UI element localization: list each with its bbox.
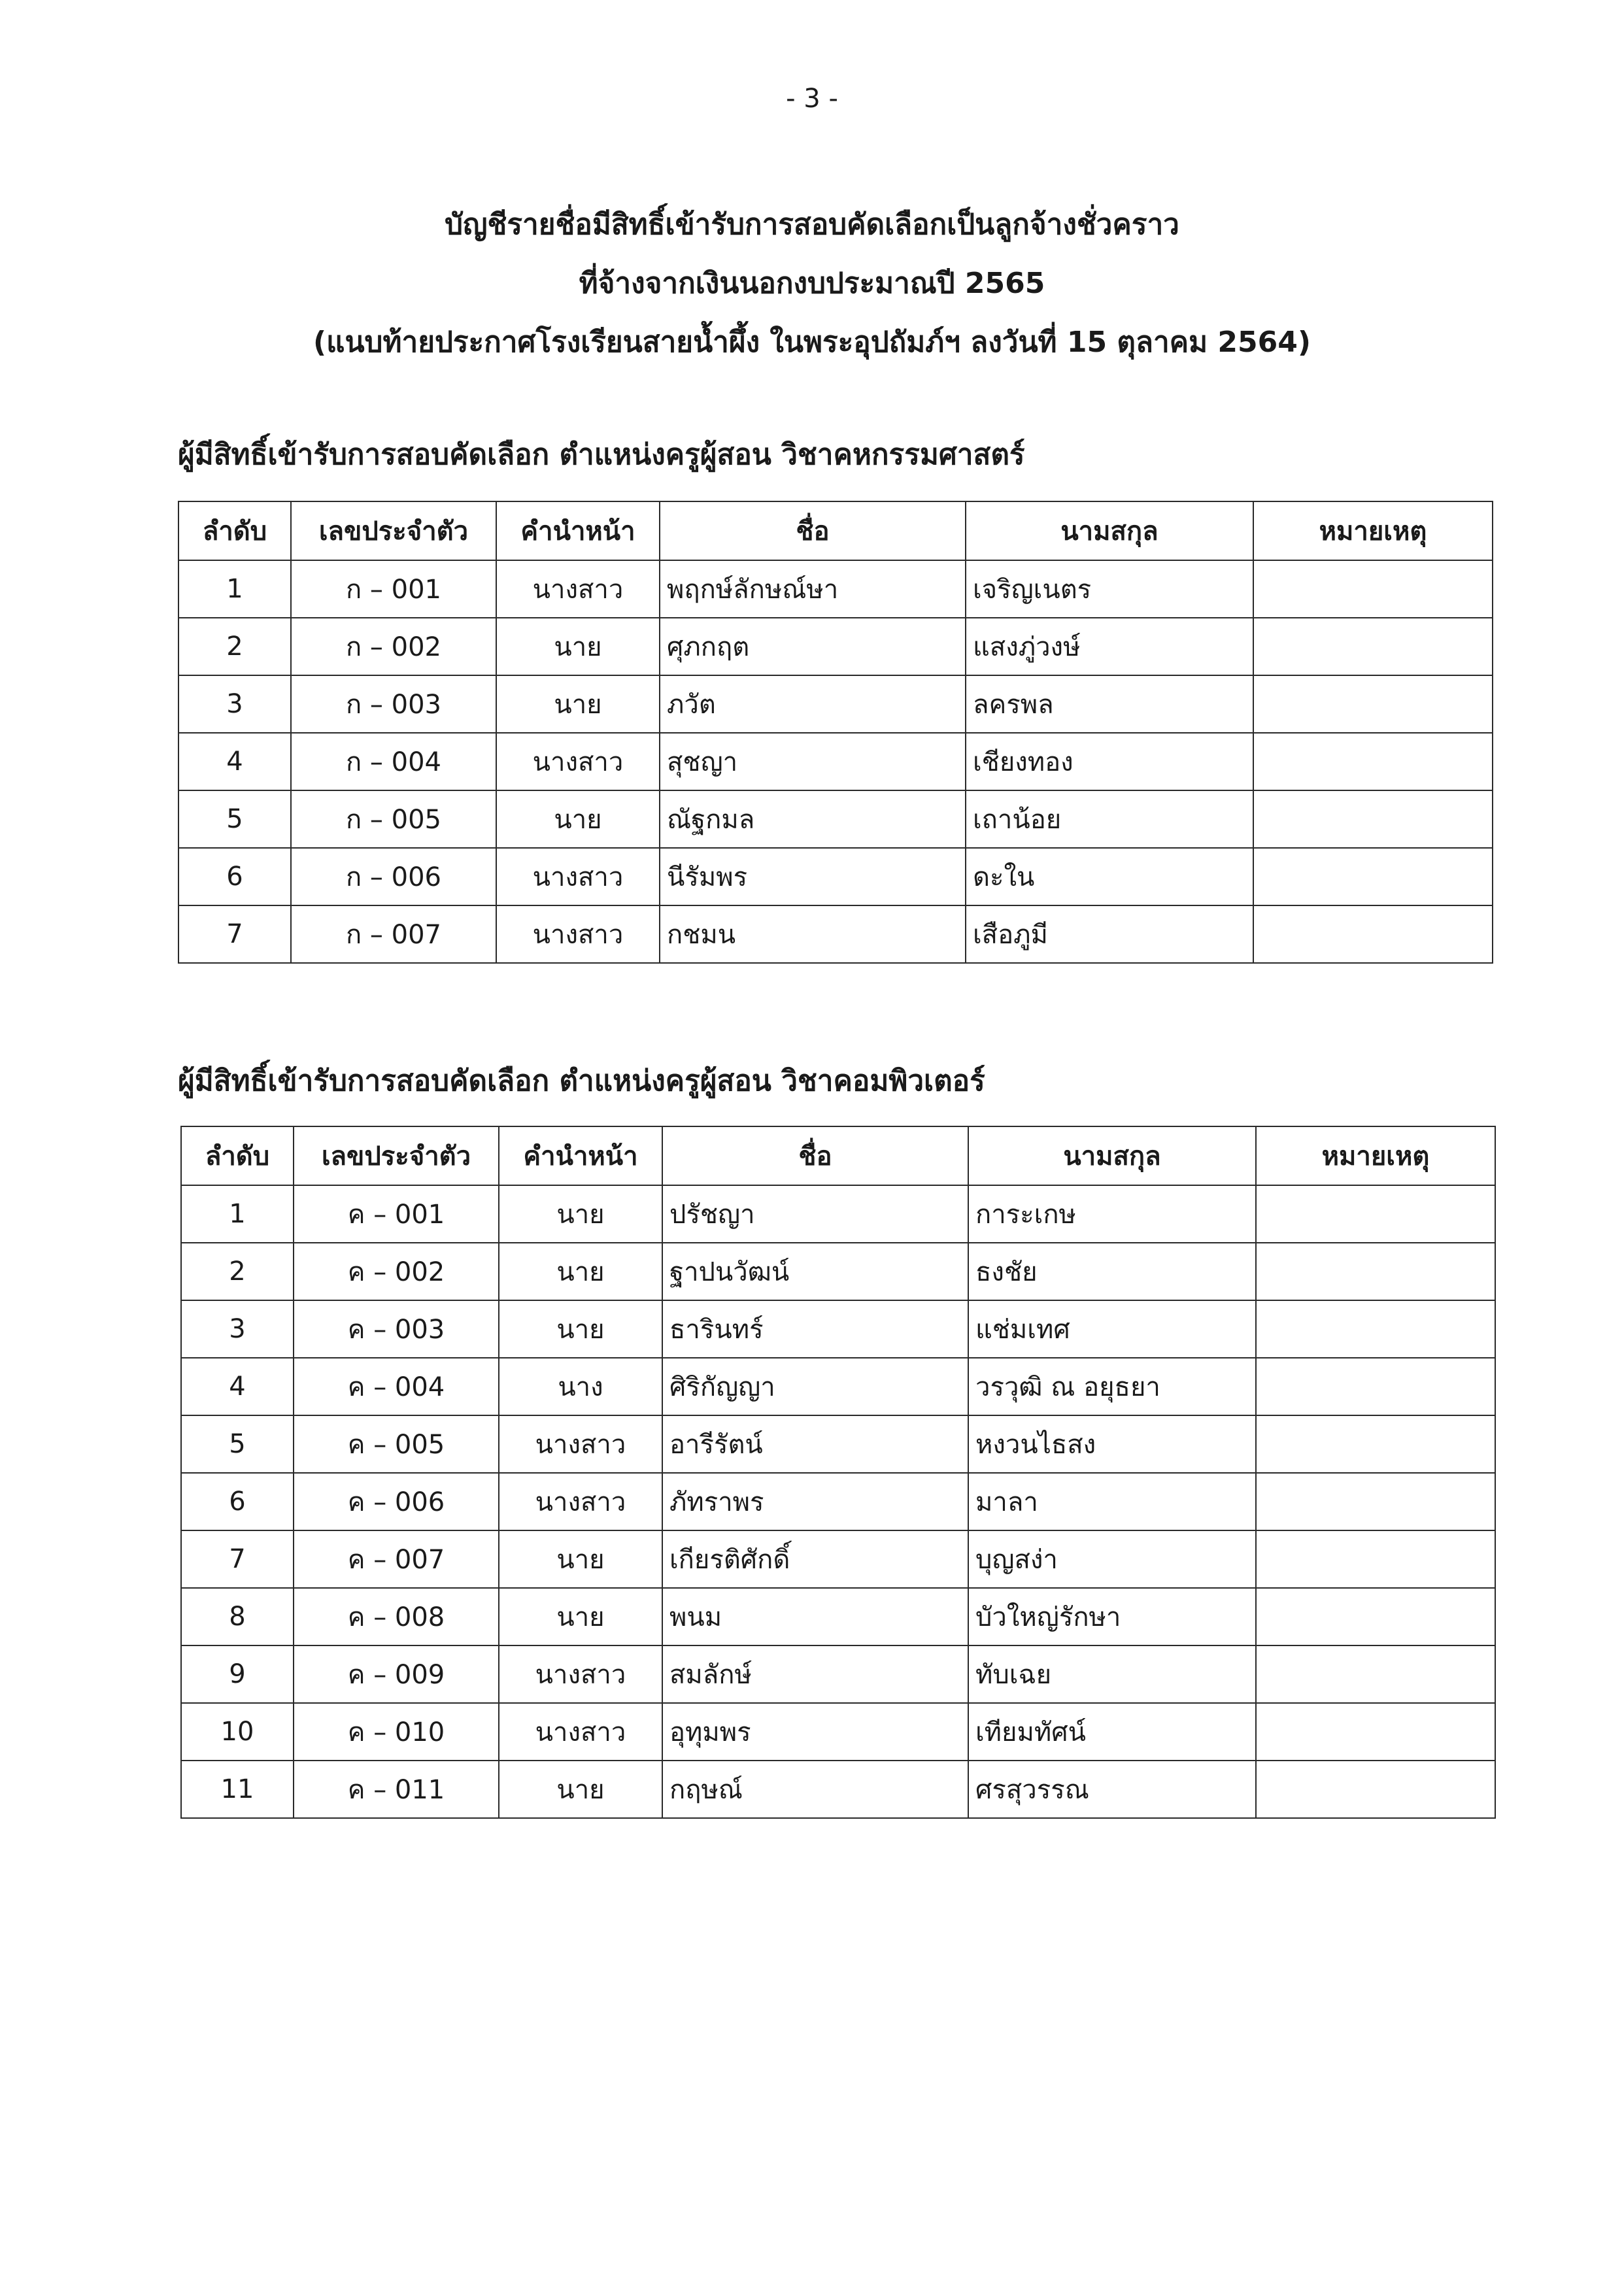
cell-last-name: ธงชัย	[968, 1243, 1256, 1300]
cell-last-name: หงวนไธสง	[968, 1415, 1256, 1473]
cell-last-name: บุญสง่า	[968, 1530, 1256, 1588]
section-heading-home-economics: ผู้มีสิทธิ์เข้ารับการสอบคัดเลือก ตำแหน่งครูผู้สอน วิชาคหกรรมศาสตร์	[178, 438, 1025, 471]
cell-prefix: นาย	[496, 675, 660, 733]
cell-id: ค – 002	[294, 1243, 499, 1300]
cell-prefix: นางสาว	[496, 733, 660, 790]
cell-last-name: แช่มเทศ	[968, 1300, 1256, 1358]
cell-first-name: ภัทราพร	[662, 1473, 968, 1530]
cell-first-name: ณัฐกมล	[660, 790, 966, 848]
cell-prefix: นางสาว	[496, 560, 660, 618]
cell-remark	[1253, 560, 1493, 618]
cell-first-name: กชมน	[660, 905, 966, 963]
table-row	[181, 1473, 1495, 1530]
cell-remark	[1256, 1415, 1495, 1473]
table-row	[181, 1358, 1495, 1415]
cell-prefix: นาย	[499, 1243, 662, 1300]
cell-prefix: นางสาว	[499, 1645, 662, 1703]
cell-prefix: นาย	[499, 1761, 662, 1818]
column-header-last-name: นามสกุล	[966, 501, 1253, 560]
table-row	[181, 1588, 1495, 1645]
cell-remark	[1256, 1530, 1495, 1588]
cell-prefix: นางสาว	[496, 905, 660, 963]
cell-seq: 1	[178, 560, 291, 618]
cell-id: ค – 004	[294, 1358, 499, 1415]
cell-last-name: วรวุฒิ ณ อยุธยา	[968, 1358, 1256, 1415]
column-header-id: เลขประจำตัว	[294, 1126, 499, 1185]
cell-prefix: นาง	[499, 1358, 662, 1415]
cell-prefix: นาย	[499, 1185, 662, 1243]
column-header-seq: ลำดับ	[178, 501, 291, 560]
table-row	[181, 1761, 1495, 1818]
cell-last-name: ทับเฉย	[968, 1645, 1256, 1703]
table-row	[178, 675, 1493, 733]
cell-id: ก – 002	[291, 618, 496, 675]
cell-last-name: มาลา	[968, 1473, 1256, 1530]
cell-last-name: การะเกษ	[968, 1185, 1256, 1243]
column-header-prefix: คำนำหน้า	[499, 1126, 662, 1185]
cell-remark	[1253, 848, 1493, 905]
cell-first-name: สุชญา	[660, 733, 966, 790]
cell-seq: 5	[178, 790, 291, 848]
cell-last-name: เทียมทัศน์	[968, 1703, 1256, 1761]
cell-last-name: ลครพล	[966, 675, 1253, 733]
document-title-line-1: บัญชีรายชื่อมีสิทธิ์เข้ารับการสอบคัดเลือกเป็นลูกจ้างชั่วคราว	[445, 208, 1179, 241]
cell-id: ค – 001	[294, 1185, 499, 1243]
cell-seq: 3	[181, 1300, 294, 1358]
cell-prefix: นางสาว	[499, 1473, 662, 1530]
cell-last-name: ศรสุวรรณ	[968, 1761, 1256, 1818]
cell-prefix: นางสาว	[499, 1415, 662, 1473]
table-row	[178, 905, 1493, 963]
cell-id: ค – 009	[294, 1645, 499, 1703]
cell-remark	[1256, 1645, 1495, 1703]
cell-first-name: ภวัต	[660, 675, 966, 733]
cell-remark	[1256, 1300, 1495, 1358]
cell-prefix: นาย	[496, 618, 660, 675]
cell-id: ค – 011	[294, 1761, 499, 1818]
cell-id: ก – 005	[291, 790, 496, 848]
cell-remark	[1256, 1473, 1495, 1530]
cell-first-name: พฤกษ์ลักษณ์ษา	[660, 560, 966, 618]
cell-id: ก – 001	[291, 560, 496, 618]
cell-seq: 4	[181, 1358, 294, 1415]
column-header-prefix: คำนำหน้า	[496, 501, 660, 560]
cell-id: ก – 006	[291, 848, 496, 905]
cell-last-name: แสงภู่วงษ์	[966, 618, 1253, 675]
cell-remark	[1256, 1703, 1495, 1761]
cell-first-name: ศิริกัญญา	[662, 1358, 968, 1415]
cell-remark	[1256, 1358, 1495, 1415]
table-row	[181, 1645, 1495, 1703]
cell-id: ค – 003	[294, 1300, 499, 1358]
column-header-seq: ลำดับ	[181, 1126, 294, 1185]
cell-seq: 6	[178, 848, 291, 905]
cell-seq: 11	[181, 1761, 294, 1818]
column-header-first-name: ชื่อ	[662, 1126, 968, 1185]
cell-last-name: เจริญเนตร	[966, 560, 1253, 618]
table-row	[181, 1703, 1495, 1761]
cell-id: ค – 008	[294, 1588, 499, 1645]
page-number: - 3 -	[786, 84, 838, 114]
column-header-last-name: นามสกุล	[968, 1126, 1256, 1185]
cell-first-name: อุทุมพร	[662, 1703, 968, 1761]
table-row	[178, 848, 1493, 905]
cell-prefix: นาย	[499, 1300, 662, 1358]
cell-seq: 9	[181, 1645, 294, 1703]
column-header-remark: หมายเหตุ	[1256, 1126, 1495, 1185]
table-row	[178, 560, 1493, 618]
cell-id: ก – 004	[291, 733, 496, 790]
table-row	[181, 1530, 1495, 1588]
cell-id: ค – 007	[294, 1530, 499, 1588]
table-row	[178, 618, 1493, 675]
table-row	[178, 790, 1493, 848]
cell-remark	[1256, 1243, 1495, 1300]
cell-id: ค – 010	[294, 1703, 499, 1761]
cell-prefix: นางสาว	[496, 848, 660, 905]
cell-remark	[1253, 790, 1493, 848]
cell-prefix: นางสาว	[499, 1703, 662, 1761]
cell-seq: 10	[181, 1703, 294, 1761]
cell-prefix: นาย	[496, 790, 660, 848]
cell-remark	[1253, 675, 1493, 733]
cell-id: ค – 005	[294, 1415, 499, 1473]
table-header-row	[178, 501, 1493, 560]
cell-seq: 6	[181, 1473, 294, 1530]
cell-remark	[1256, 1185, 1495, 1243]
cell-seq: 4	[178, 733, 291, 790]
candidate-table-home-economics	[178, 501, 1493, 964]
cell-first-name: ปรัชญา	[662, 1185, 968, 1243]
cell-seq: 5	[181, 1415, 294, 1473]
cell-remark	[1253, 905, 1493, 963]
document-title-line-2: ที่จ้างจากเงินนอกงบประมาณปี 2565	[579, 267, 1045, 300]
section-heading-computer: ผู้มีสิทธิ์เข้ารับการสอบคัดเลือก ตำแหน่งครูผู้สอน วิชาคอมพิวเตอร์	[178, 1064, 985, 1098]
cell-first-name: อารีรัตน์	[662, 1415, 968, 1473]
cell-last-name: เสือภูมี	[966, 905, 1253, 963]
cell-first-name: กฤษณ์	[662, 1761, 968, 1818]
cell-prefix: นาย	[499, 1530, 662, 1588]
cell-seq: 1	[181, 1185, 294, 1243]
cell-first-name: ศุภกฤต	[660, 618, 966, 675]
cell-seq: 8	[181, 1588, 294, 1645]
cell-first-name: นีรัมพร	[660, 848, 966, 905]
cell-last-name: ดะใน	[966, 848, 1253, 905]
cell-id: ค – 006	[294, 1473, 499, 1530]
table-row	[181, 1243, 1495, 1300]
column-header-first-name: ชื่อ	[660, 501, 966, 560]
table-header-row	[181, 1126, 1495, 1185]
cell-prefix: นาย	[499, 1588, 662, 1645]
cell-first-name: ธารินทร์	[662, 1300, 968, 1358]
column-header-id: เลขประจำตัว	[291, 501, 496, 560]
cell-last-name: บัวใหญ่รักษา	[968, 1588, 1256, 1645]
cell-first-name: พนม	[662, 1588, 968, 1645]
document-title-line-3: (แนบท้ายประกาศโรงเรียนสายน้ำผึ้ง ในพระอุปถัมภ์ฯ ลงวันที่ 15 ตุลาคม 2564)	[313, 326, 1311, 359]
cell-seq: 7	[181, 1530, 294, 1588]
cell-remark	[1256, 1761, 1495, 1818]
cell-id: ก – 007	[291, 905, 496, 963]
cell-seq: 7	[178, 905, 291, 963]
cell-remark	[1253, 733, 1493, 790]
cell-last-name: เถาน้อย	[966, 790, 1253, 848]
cell-remark	[1253, 618, 1493, 675]
candidate-table-computer	[180, 1126, 1496, 1819]
table-row	[178, 733, 1493, 790]
cell-seq: 2	[181, 1243, 294, 1300]
table-row	[181, 1185, 1495, 1243]
cell-id: ก – 003	[291, 675, 496, 733]
cell-first-name: เกียรติศักดิ์	[662, 1530, 968, 1588]
column-header-remark: หมายเหตุ	[1253, 501, 1493, 560]
cell-last-name: เชียงทอง	[966, 733, 1253, 790]
cell-seq: 2	[178, 618, 291, 675]
cell-first-name: ฐาปนวัฒน์	[662, 1243, 968, 1300]
cell-first-name: สมลักษ์	[662, 1645, 968, 1703]
cell-remark	[1256, 1588, 1495, 1645]
table-row	[181, 1300, 1495, 1358]
table-row	[181, 1415, 1495, 1473]
cell-seq: 3	[178, 675, 291, 733]
